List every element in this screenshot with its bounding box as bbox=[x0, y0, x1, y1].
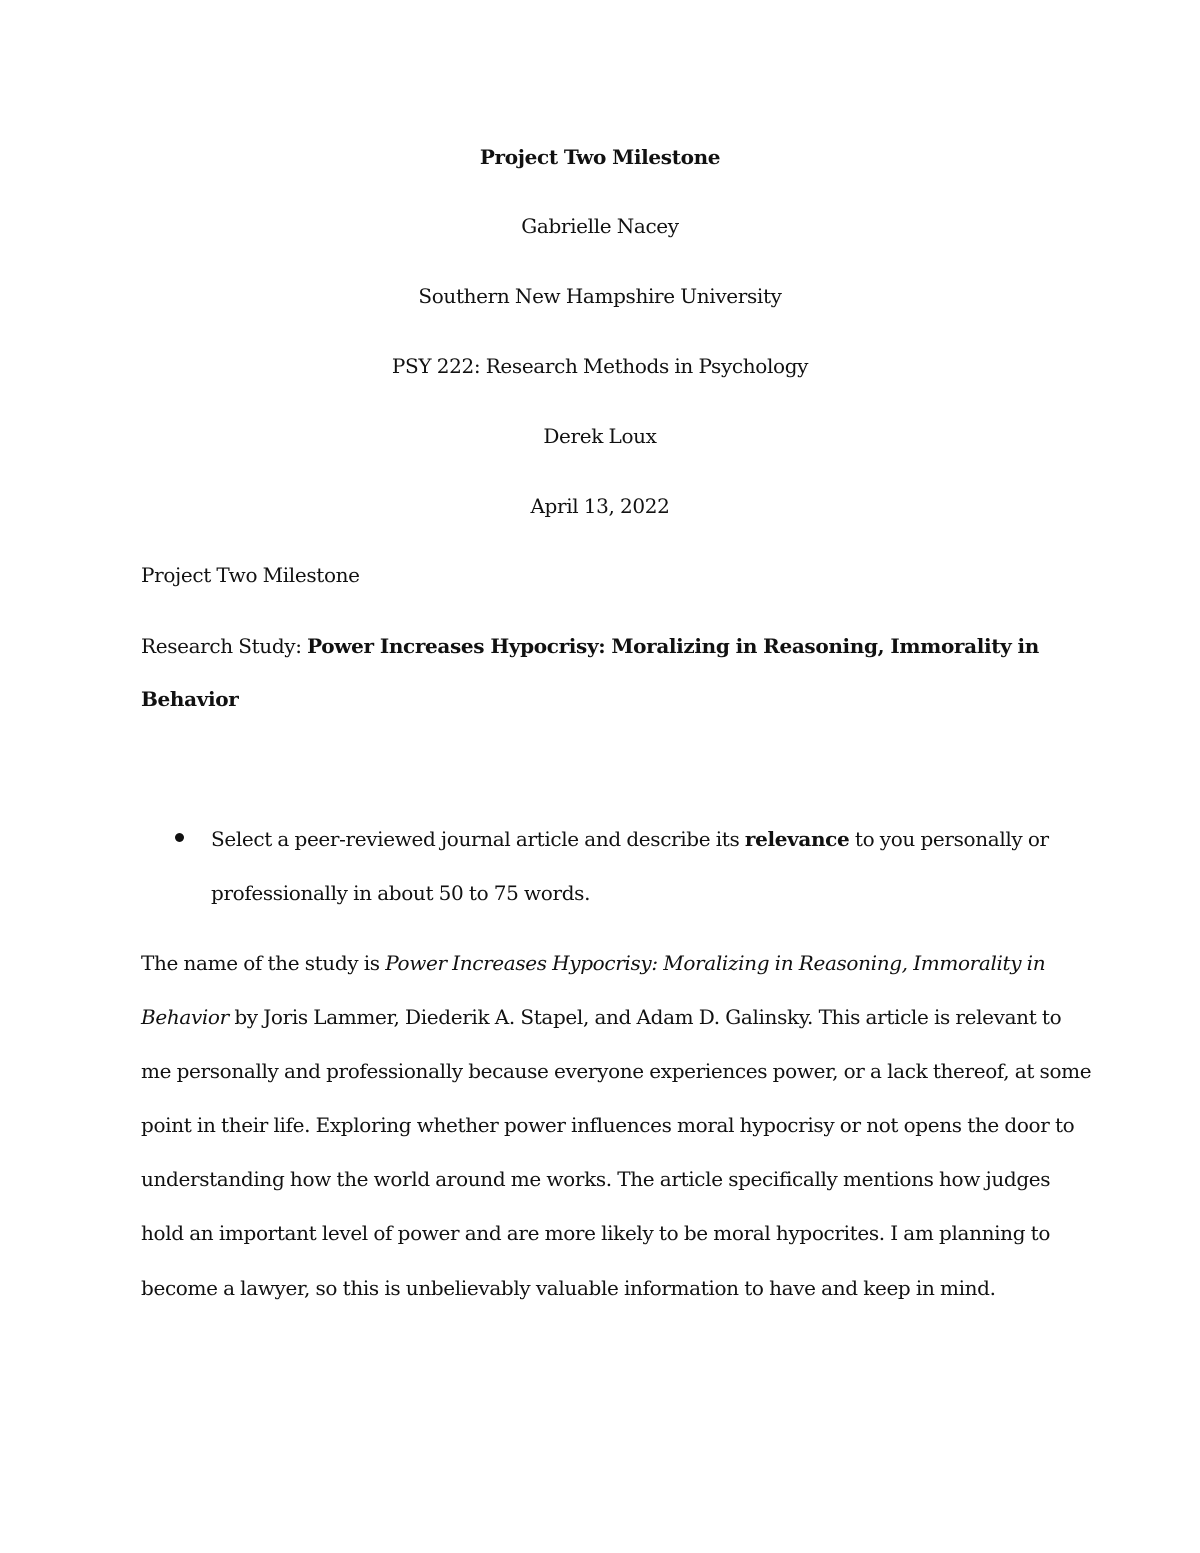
paragraph-line-7: become a lawyer, so this is unbelievably valuable information to have and keep in mind. bbox=[141, 1276, 996, 1300]
research-study-line bbox=[141, 634, 1039, 658]
author-name: Gabrielle Nacey bbox=[521, 214, 679, 238]
paragraph-line-3: me personally and professionally because everyone experiences power, or a lack thereof, at some bbox=[141, 1059, 1092, 1083]
paragraph-study-title-end: Behavior bbox=[141, 1005, 229, 1029]
bullet-text-part1: Select a peer-reviewed journal article and describe its bbox=[211, 827, 745, 851]
paragraph-line-1 bbox=[141, 951, 1045, 975]
course-name: PSY 222: Research Methods in Psychology bbox=[391, 354, 809, 378]
institution-name: Southern New Hampshire University bbox=[418, 284, 782, 308]
paragraph-authors: by Joris Lammer, Diederik A. Stapel, and Adam D. Galinsky. This article is relevant to bbox=[228, 1005, 1062, 1029]
bullet-prompt-line2: professionally in about 50 to 75 words. bbox=[211, 881, 591, 905]
document-title: Project Two Milestone bbox=[479, 145, 721, 169]
document-date: April 13, 2022 bbox=[530, 494, 670, 518]
research-study-label: Research Study: bbox=[141, 634, 308, 658]
paragraph-line-4: point in their life. Exploring whether power influences moral hypocrisy or not opens the door to bbox=[141, 1113, 1075, 1137]
paragraph-line-2 bbox=[141, 1005, 1061, 1029]
bullet-text-part2: to you personally or bbox=[849, 827, 1049, 851]
paragraph-prefix: The name of the study is bbox=[141, 951, 386, 975]
bullet-icon bbox=[175, 833, 184, 842]
section-heading: Project Two Milestone bbox=[141, 563, 360, 587]
research-study-title-continued: Behavior bbox=[141, 687, 239, 711]
paragraph-line-6: hold an important level of power and are more likely to be moral hypocrites. I am planning to bbox=[141, 1221, 1051, 1245]
bullet-emphasis: relevance bbox=[744, 827, 850, 851]
paragraph-study-title: Power Increases Hypocrisy: Moralizing in Reasoning, Immorality in bbox=[385, 951, 1046, 975]
instructor-name: Derek Loux bbox=[543, 424, 657, 448]
bullet-prompt-line1 bbox=[211, 827, 1049, 851]
research-study-title: Power Increases Hypocrisy: Moralizing in Reasoning, Immorality in bbox=[307, 634, 1039, 658]
paragraph-line-5: understanding how the world around me works. The article specifically mentions how judges bbox=[141, 1167, 1051, 1191]
